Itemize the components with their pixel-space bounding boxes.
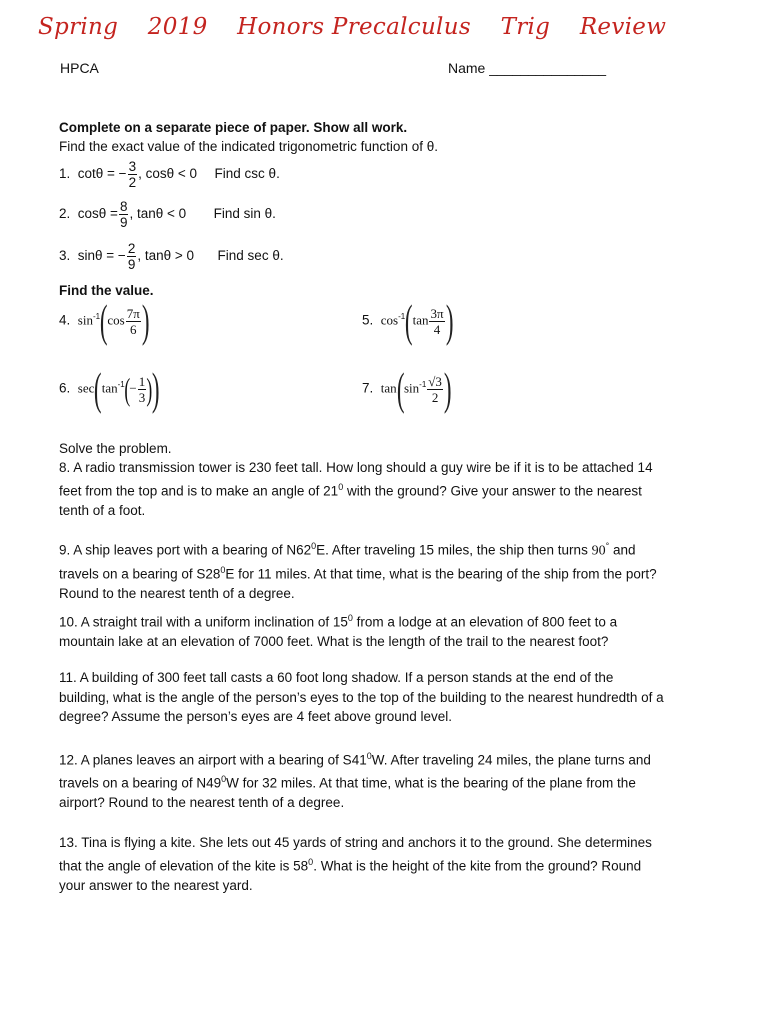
- problem-13-degree: 0: [308, 856, 314, 867]
- problem-7-fraction: [427, 374, 443, 405]
- title-word-review: Review: [579, 14, 667, 40]
- problem-13-line-2b: . What is the height of the kite from the ground? Round: [313, 858, 642, 873]
- problem-10-line-2: mountain lake at an elevation of 7000 feet. What is the length of the trail to the nearest foot?: [59, 634, 609, 649]
- problem-12-line-3: airport? Round to the nearest tenth of a degree.: [59, 795, 345, 810]
- problem-6-fraction: [138, 374, 147, 405]
- instructions-line-1: Complete on a separate piece of paper. Show all work.: [59, 120, 408, 135]
- problem-6-inner: tan: [101, 380, 118, 396]
- problem-4-close-paren: ): [141, 295, 150, 346]
- find-value-heading: Find the value.: [59, 283, 154, 298]
- problem-12-line-2b: W for 32 miles. At that time, what is the bearing of the plane from the: [226, 775, 636, 791]
- problem-13-line-2: [59, 853, 719, 876]
- problem-12-line-2: [59, 770, 719, 793]
- problem-1-condition: , cosθ < 0: [138, 166, 198, 182]
- problem-7: [362, 363, 452, 414]
- problem-6-denominator: 3: [138, 389, 146, 405]
- problem-1-function: cotθ = −: [77, 166, 127, 182]
- name-field: [448, 60, 606, 76]
- problem-9: [59, 537, 729, 604]
- title-word-course: Honors Precalculus: [237, 14, 471, 40]
- problem-9-line-2: [59, 561, 729, 584]
- problem-5-number: 5.: [362, 312, 374, 328]
- problem-4-number: 4.: [59, 312, 71, 328]
- problem-7-inner: sin: [404, 380, 420, 396]
- problem-10-line-1: [59, 609, 719, 632]
- problem-7-denominator: 2: [431, 389, 439, 405]
- problem-1-fraction: [128, 159, 138, 190]
- problem-2-fraction: [119, 199, 129, 230]
- problem-5-denominator: 4: [433, 321, 441, 337]
- problem-12-line-1a: 12. A planes leaves an airport with a bearing of S41: [59, 752, 367, 768]
- problem-8-degree: 0: [338, 481, 344, 492]
- problem-4-exponent: -1: [92, 312, 101, 322]
- course-code: HPCA: [60, 60, 99, 76]
- problem-10: [59, 609, 719, 652]
- problem-6-number: 6.: [59, 380, 71, 396]
- problem-12-line-2a: travels on a bearing of N49: [59, 775, 222, 791]
- problem-12-degree-1: 0: [366, 751, 372, 761]
- problem-6-outer: sec: [77, 380, 95, 396]
- problem-9-degree-1: 0: [311, 541, 317, 551]
- problem-13-line-2a: that the angle of elevation of the kite is 58: [59, 858, 309, 873]
- problem-2-numerator: 8: [119, 199, 128, 214]
- problem-6-open-paren-outer: (: [94, 363, 102, 414]
- problem-6-open-paren-inner: (: [124, 371, 130, 407]
- problem-4: [59, 295, 150, 346]
- problem-4-inner: cos: [107, 312, 125, 328]
- problem-10-line-1a: 10. A straight trail with a uniform inclination of 15: [59, 614, 348, 630]
- problem-12-line-1: [59, 747, 719, 770]
- problem-5-open-paren: (: [405, 295, 413, 346]
- title-word-year: 2019: [147, 14, 208, 40]
- problem-4-open-paren: (: [99, 295, 108, 346]
- problem-9-line-2a: travels on a bearing of S28: [59, 566, 221, 582]
- problem-3-numerator: 2: [127, 241, 136, 256]
- problem-7-close-paren: ): [443, 363, 452, 414]
- problem-7-outer: tan: [380, 380, 397, 396]
- problem-1-numerator: 3: [128, 159, 137, 174]
- problem-10-degree: 0: [347, 613, 353, 623]
- problem-11: [59, 668, 719, 727]
- problem-8-line-3: tenth of a foot.: [59, 502, 146, 518]
- problem-4-numerator: 7π: [126, 305, 140, 321]
- problem-9-turn-angle: 90: [591, 543, 606, 559]
- problem-12: [59, 747, 719, 813]
- problem-9-line-1: [59, 537, 729, 561]
- name-label: Name: [448, 60, 486, 76]
- problem-3-fraction: [127, 241, 137, 272]
- problem-1-number: 1.: [59, 166, 71, 182]
- problem-4-outer: sin: [77, 312, 93, 328]
- problem-8-line-2: [59, 478, 719, 501]
- problem-9-line-2b: E for 11 miles. At that time, what is the bearing of the ship from the port?: [225, 566, 657, 582]
- problem-2-condition: , tanθ < 0: [129, 206, 187, 222]
- problem-3-number: 3.: [59, 248, 71, 264]
- problem-10-line-1b: from a lodge at an elevation of 800 feet to a: [352, 614, 618, 630]
- problem-5-fraction: [429, 306, 444, 337]
- problem-4-fraction: [126, 306, 141, 337]
- problem-12-line-1b: W. After traveling 24 miles, the plane turns and: [371, 752, 651, 768]
- instructions-line-2: Find the exact value of the indicated trigonometric function of θ.: [59, 139, 438, 154]
- problem-5-inner: tan: [412, 312, 429, 328]
- problem-13-line-3: your answer to the nearest yard.: [59, 877, 253, 893]
- problem-1-denominator: 2: [128, 175, 137, 190]
- problem-12-degree-2: 0: [221, 774, 227, 784]
- title-word-trig: Trig: [500, 14, 551, 40]
- problem-3-find: Find sec θ.: [217, 248, 284, 264]
- problem-9-line-3: Round to the nearest tenth of a degree.: [59, 586, 295, 601]
- title-word-spring: Spring: [38, 14, 119, 40]
- problem-8-line-2b: with the ground? Give your answer to the nearest: [343, 483, 642, 498]
- problem-3-denominator: 9: [127, 257, 136, 272]
- problem-5: [362, 295, 454, 346]
- problem-11-line-1: 11. A building of 300 feet tall casts a 60 foot long shadow. If a person stands at the end of the: [59, 670, 614, 685]
- problem-6-sign: −: [129, 380, 137, 396]
- problem-8-line-1: 8. A radio transmission tower is 230 feet tall. How long should a guy wire be if it is to be attached 14: [59, 460, 653, 475]
- name-line: _______________: [489, 60, 607, 76]
- problem-6: [59, 363, 160, 414]
- problem-5-close-paren: ): [445, 295, 454, 346]
- solve-heading: Solve the problem.: [59, 441, 172, 456]
- problem-8: [59, 458, 719, 520]
- problem-5-outer: cos: [380, 312, 399, 328]
- problem-5-exponent: -1: [398, 312, 406, 322]
- problem-11-line-2: building, what is the angle of the person’s eyes to the top of the building to the nearest hundredth of a: [59, 689, 664, 705]
- problem-9-degree-2: 0: [220, 565, 226, 575]
- problem-2: [59, 199, 276, 230]
- problem-5-numerator: 3π: [430, 305, 444, 321]
- problem-6-numerator: 1: [138, 373, 146, 389]
- problem-9-turn-degree: °: [605, 541, 610, 551]
- problem-7-open-paren: (: [396, 363, 405, 414]
- problem-2-number: 2.: [59, 206, 71, 222]
- problem-2-denominator: 9: [119, 215, 128, 230]
- problem-9-line-1d: and: [609, 542, 636, 558]
- problem-13-line-1: 13. Tina is flying a kite. She lets out 45 yards of string and anchors it to the ground. She determines: [59, 835, 652, 850]
- handwritten-title: [38, 14, 688, 40]
- problem-8-line-2a: feet from the top and is to make an angle of 21: [59, 483, 339, 498]
- problem-9-line-1b: E. After traveling 15 miles, the ship then turns: [316, 542, 592, 558]
- problem-2-function: cosθ =: [77, 206, 118, 222]
- problem-3: [59, 241, 284, 272]
- problem-2-find: Find sin θ.: [213, 206, 276, 222]
- problem-1-find: Find csc θ.: [214, 166, 280, 182]
- problem-6-exponent: -1: [117, 380, 125, 390]
- problem-3-condition: , tanθ > 0: [137, 248, 195, 264]
- problem-4-denominator: 6: [130, 321, 137, 337]
- problem-7-number: 7.: [362, 380, 374, 396]
- problem-11-line-3: degree? Assume the person’s eyes are 4 feet above ground level.: [59, 709, 453, 724]
- problem-1: [59, 159, 280, 190]
- problem-9-line-1a: 9. A ship leaves port with a bearing of N62: [59, 542, 312, 558]
- problem-6-close-paren-outer: ): [151, 363, 160, 414]
- problem-13: [59, 833, 719, 895]
- problem-7-exponent: -1: [419, 380, 427, 390]
- problem-7-numerator: √3: [428, 373, 442, 389]
- problem-3-function: sinθ = −: [77, 248, 126, 264]
- problem-6-close-paren-inner: ): [146, 371, 153, 407]
